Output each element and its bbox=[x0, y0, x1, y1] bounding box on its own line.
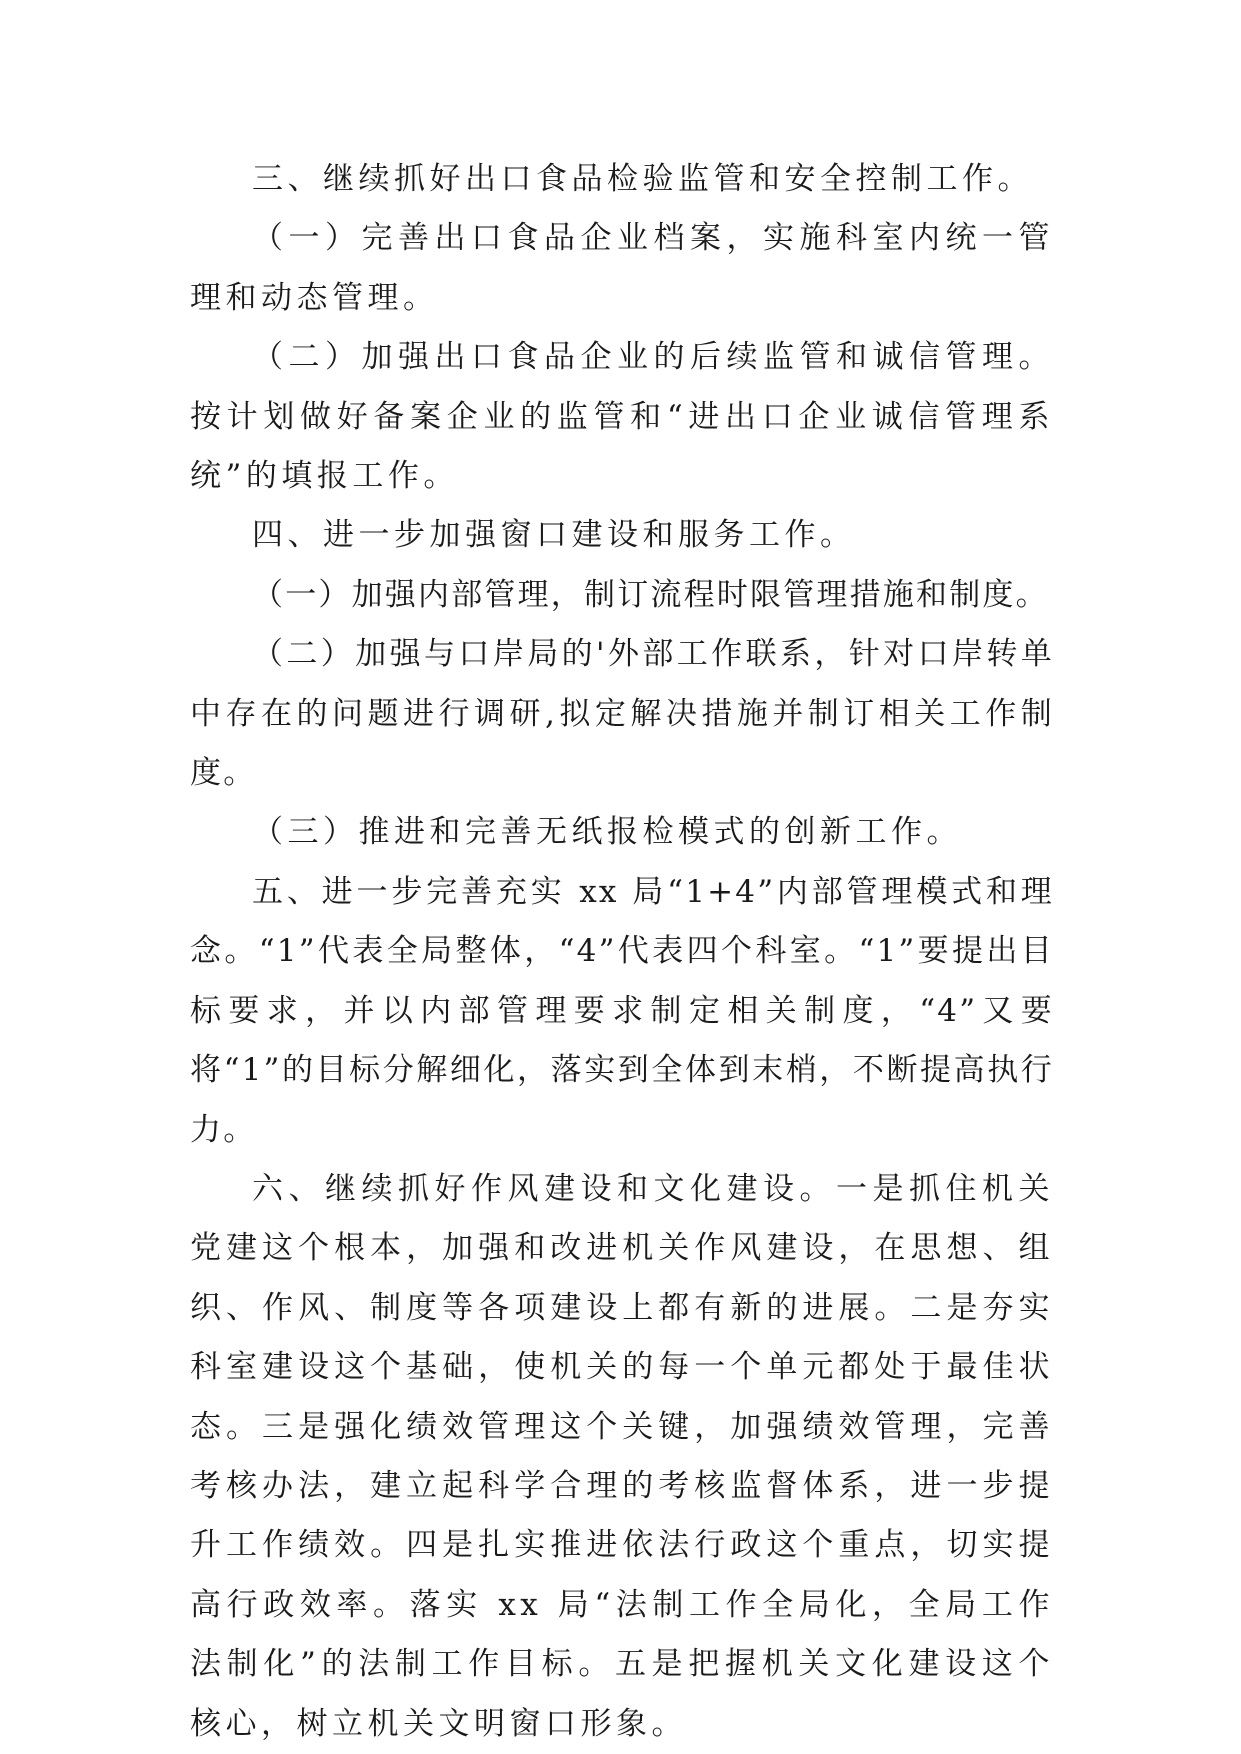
paragraph-4-2: （二）加强与口岸局的'外部工作联系，针对口岸转单中存在的问题进行调研,拟定解决措施并制订相关工作制度。 bbox=[190, 636, 1054, 792]
document-body bbox=[190, 150, 1054, 1754]
paragraph-4-3: （三）推进和完善无纸报检模式的创新工作。 bbox=[252, 814, 962, 851]
section-heading-3: 三、继续抓好出口食品检验监管和安全控制工作。 bbox=[252, 161, 1033, 197]
paragraph-4-1: （一）加强内部管理，制订流程时限管理措施和制度。 bbox=[252, 576, 1049, 613]
paragraph-3-2: （二）加强出口食品企业的后续监管和诚信管理。按计划做好备案企业的监管和“进出口企业诚信管理系统”的填报工作。 bbox=[190, 339, 1054, 495]
section-heading-4: 四、进一步加强窗口建设和服务工作。 bbox=[252, 517, 856, 554]
section-heading-5: 五、进一步完善充实 xx 局“1+4”内部管理模式和理念。“1”代表全局整体，“4”代表四个科室。“1”要提出目标要求，并以内部管理要求制定相关制度，“4”又要将“1”的目标分解细化，落实到全体到末梢，不断提高执行力。 bbox=[190, 873, 1054, 1148]
paragraph-3-1: （一）完善出口食品企业档案，实施科室内统一管理和动态管理。 bbox=[190, 220, 1054, 316]
section-heading-6: 六、继续抓好作风建设和文化建设。一是抓住机关党建这个根本，加强和改进机关作风建设，在思想、组织、作风、制度等各项建设上都有新的进展。二是夯实科室建设这个基础，使机关的每一个单元都处于最佳状态。三是强化绩效管理这个关键，加强绩效管理，完善考核办法，建立起科学合理的考核监督体系，进一步提升工作绩效。四是扎实推进依法行政这个重点，切实提高行政效率。落实 xx 局“法制工作全局化，全局工作法制化”的法制工作目标。五是把握机关文化建设这个核心，树立机关文明窗口形象。 bbox=[190, 1170, 1054, 1742]
